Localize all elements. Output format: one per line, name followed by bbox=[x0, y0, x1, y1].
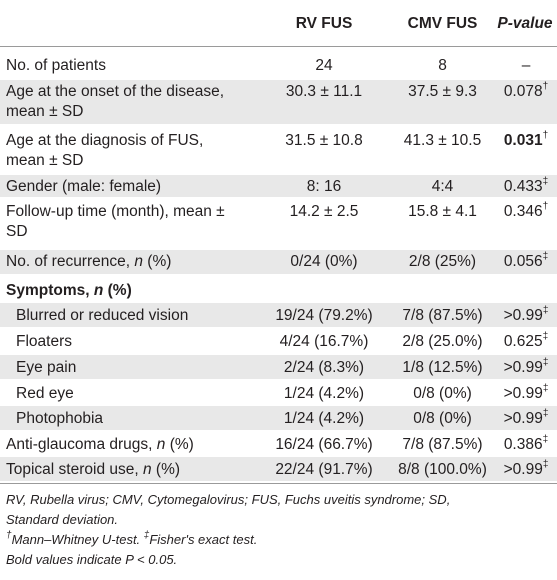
row-rv-value: 8: 16 bbox=[306, 178, 342, 195]
row-cmv-value: 8/8 (100.0%) bbox=[398, 461, 487, 478]
row-p-value: 0.078† bbox=[503, 80, 549, 100]
table-section-header bbox=[0, 279, 557, 301]
row-label: Age at the diagnosis of FUS, mean ± SD bbox=[6, 132, 204, 169]
table-row bbox=[0, 56, 557, 78]
header-cmv-fus: CMV FUS bbox=[407, 15, 478, 32]
table-row bbox=[0, 80, 557, 124]
table-row bbox=[0, 432, 557, 456]
row-label: Topical steroid use, n (%) bbox=[6, 461, 181, 478]
footnote-tests: †Mann–Whitney U-test. ‡Fisher's exact test. bbox=[6, 529, 258, 547]
row-label: Red eye bbox=[16, 385, 74, 402]
table-row bbox=[0, 406, 557, 430]
row-rv-value: 1/24 (4.2%) bbox=[283, 410, 365, 427]
row-rv-value: 19/24 (79.2%) bbox=[275, 307, 373, 324]
row-label: Photophobia bbox=[16, 410, 104, 427]
row-p-value: >0.99‡ bbox=[503, 382, 549, 402]
row-cmv-value: 41.3 ± 10.5 bbox=[403, 132, 482, 149]
row-cmv-value: 7/8 (87.5%) bbox=[402, 436, 483, 453]
row-label: Blurred or reduced vision bbox=[16, 307, 189, 324]
table-row bbox=[0, 330, 557, 354]
row-p-value: >0.99‡ bbox=[503, 304, 549, 324]
row-p-value: 0.056‡ bbox=[503, 250, 549, 270]
footnote-abbreviations: RV, Rubella virus; CMV, Cytomegalovirus; FUS, Fuchs uveitis syndrome; SD, Standard deviation. bbox=[6, 492, 451, 527]
row-label: No. of patients bbox=[6, 57, 106, 74]
table-row bbox=[0, 381, 557, 405]
row-p-value: 0.625‡ bbox=[503, 330, 549, 350]
row-cmv-value: 2/8 (25.0%) bbox=[402, 333, 483, 350]
row-p-value: 0.031† bbox=[503, 129, 549, 149]
row-cmv-value: 0/8 (0%) bbox=[413, 410, 472, 427]
row-label: Floaters bbox=[16, 333, 72, 350]
row-p-value: >0.99‡ bbox=[503, 407, 549, 427]
row-rv-value: 24 bbox=[315, 57, 333, 74]
row-label: Age at the onset of the disease, mean ± SD bbox=[6, 83, 225, 120]
row-cmv-value: 15.8 ± 4.1 bbox=[408, 203, 477, 220]
row-rv-value: 16/24 (66.7%) bbox=[275, 436, 373, 453]
table-row bbox=[0, 457, 557, 481]
row-label: Follow-up time (month), mean ± SD bbox=[6, 203, 225, 240]
table-row bbox=[0, 355, 557, 379]
table-row bbox=[0, 199, 557, 245]
header-rule bbox=[0, 46, 557, 47]
row-p-value: 0.433‡ bbox=[503, 175, 549, 195]
row-cmv-value: 7/8 (87.5%) bbox=[402, 307, 483, 324]
row-p-value: >0.99‡ bbox=[503, 458, 549, 478]
row-p-value: >0.99‡ bbox=[503, 356, 549, 376]
header-rv-fus: RV FUS bbox=[295, 15, 353, 32]
row-rv-value: 14.2 ± 2.5 bbox=[289, 203, 359, 220]
header-p-value: P-value bbox=[497, 15, 553, 32]
section-label: Symptoms, n (%) bbox=[6, 282, 132, 299]
row-cmv-value: 8 bbox=[438, 57, 447, 74]
row-rv-value: 4/24 (16.7%) bbox=[279, 333, 369, 350]
row-p-value: 0.386‡ bbox=[503, 433, 549, 453]
table-row bbox=[0, 250, 557, 274]
row-label: Eye pain bbox=[16, 359, 77, 376]
row-rv-value: 30.3 ± 11.1 bbox=[285, 83, 363, 100]
row-p-value: 0.346† bbox=[503, 200, 549, 220]
table-footnotes bbox=[6, 490, 551, 570]
table-row bbox=[0, 127, 557, 171]
row-cmv-value: 37.5 ± 9.3 bbox=[408, 83, 477, 100]
row-label: No. of recurrence, n (%) bbox=[6, 253, 172, 270]
row-label: Anti-glaucoma drugs, n (%) bbox=[6, 436, 194, 453]
table-bottom-rule bbox=[0, 483, 557, 484]
row-rv-value: 0/24 (0%) bbox=[290, 253, 358, 270]
table-row bbox=[0, 303, 557, 327]
row-rv-value: 2/24 (8.3%) bbox=[283, 359, 365, 376]
row-rv-value: 31.5 ± 10.8 bbox=[285, 132, 363, 149]
row-rv-value: 1/24 (4.2%) bbox=[283, 385, 365, 402]
row-cmv-value: 2/8 (25%) bbox=[408, 253, 477, 270]
table-row bbox=[0, 175, 557, 197]
row-cmv-value: 1/8 (12.5%) bbox=[402, 359, 483, 376]
footnote-bold-note: Bold values indicate P < 0.05. bbox=[6, 552, 178, 567]
row-rv-value: 22/24 (91.7%) bbox=[275, 461, 373, 478]
row-p-value: – bbox=[521, 57, 531, 74]
row-cmv-value: 4:4 bbox=[431, 178, 454, 195]
row-label: Gender (male: female) bbox=[6, 178, 162, 195]
row-cmv-value: 0/8 (0%) bbox=[413, 385, 472, 402]
